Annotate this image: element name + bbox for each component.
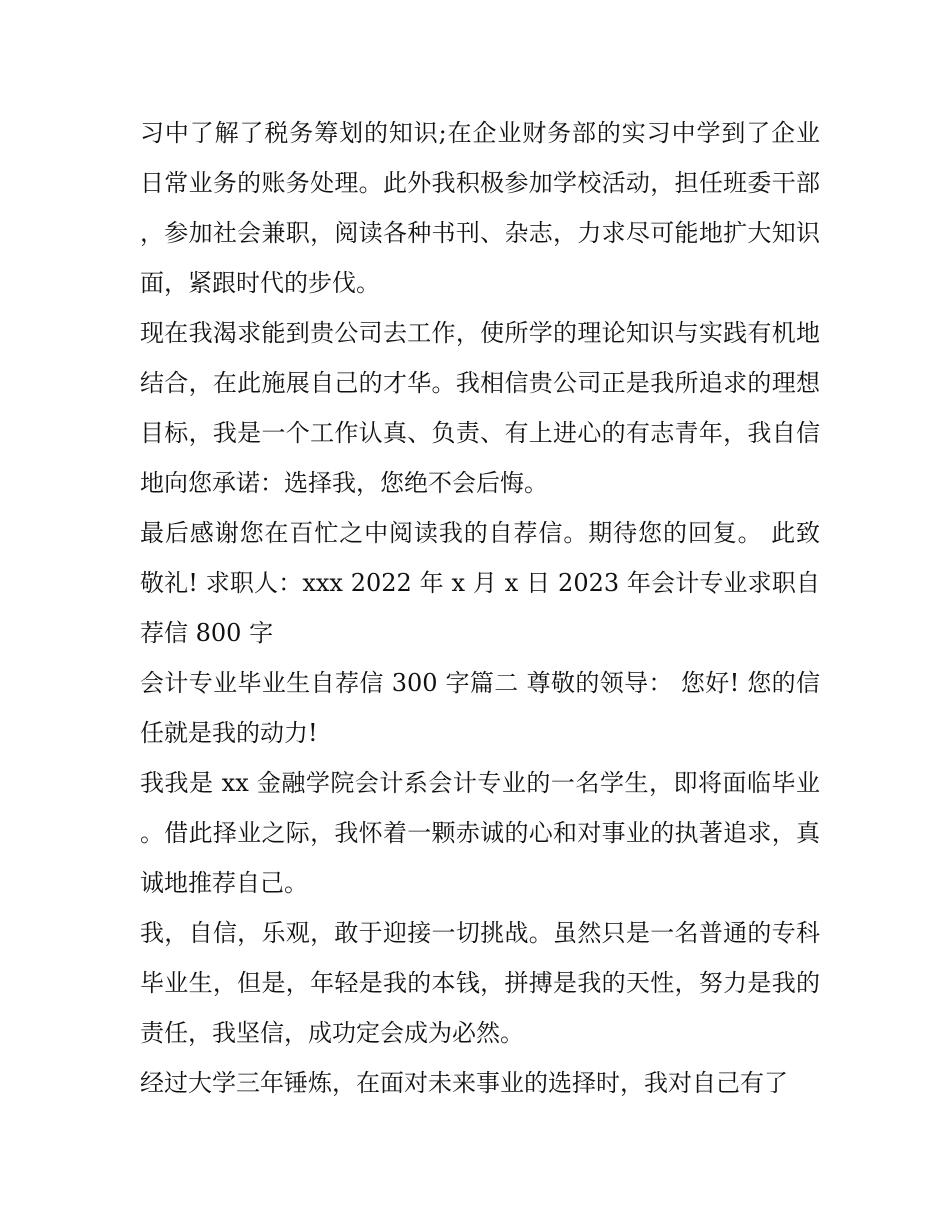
paragraph-university-training: 经过大学三年锤炼，在面对未来事业的选择时，我对自己有了 xyxy=(140,1069,788,1097)
paragraph-confidence: 我，自信，乐观，敢于迎接一切挑战。虽然只是一名普通的专科毕业生，但是，年轻是我的本钱，拼搏是我的天性，努力是我的责任，我坚信，成功定会成为必然。 xyxy=(140,919,820,1047)
document-body xyxy=(140,108,820,1108)
paragraph-internship-experience: 习中了解了税务筹划的知识;在企业财务部的实习中学到了企业日常业务的账务处理。此外我积极参加学校活动，担任班委干部，参加社会兼职，阅读各种书刊、杂志，力求尽可能地扩大知识面，紧跟时代的步伐。 xyxy=(140,119,820,297)
paragraph-desire-to-work: 现在我渴求能到贵公司去工作，使所学的理论知识与实践有机地结合，在此施展自己的才华。我相信贵公司正是我所追求的理想目标，我是一个工作认真、负责、有上进心的有志青年，我自信地向您承诺：选择我，您绝不会后悔。 xyxy=(140,319,820,497)
paragraph-self-introduction: 我我是 xx 金融学院会计系会计专业的一名学生，即将面临毕业。借此择业之际，我怀着一颗赤诚的心和对事业的执著追求，真诚地推荐自己。 xyxy=(140,769,820,897)
paragraph-closing-and-title: 最后感谢您在百忙之中阅读我的自荐信。期待您的回复。 此致 敬礼! 求职人：xxx 2022 年 x 月 x 日 2023 年会计专业求职自荐信 800 字 xyxy=(140,519,820,647)
paragraph-second-letter-greeting: 会计专业毕业生自荐信 300 字篇二 尊敬的领导： 您好! 您的信任就是我的动力! xyxy=(140,669,820,747)
